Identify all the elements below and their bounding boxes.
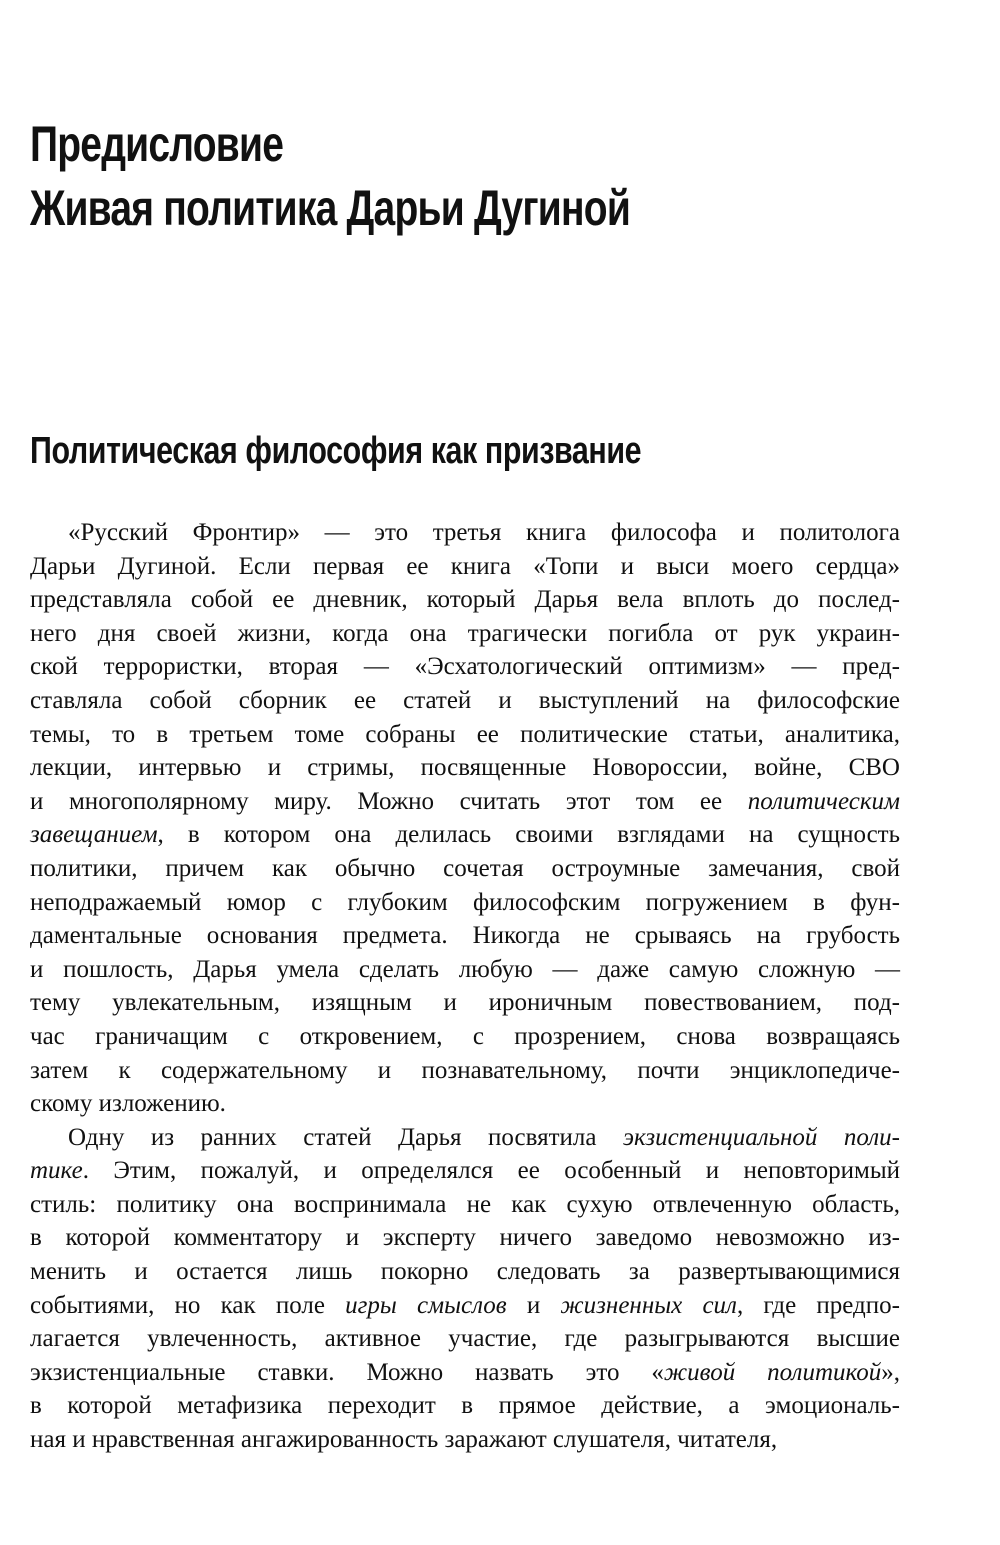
text-line bbox=[30, 1020, 900, 1054]
text-line bbox=[30, 785, 900, 819]
text-run: в которой метафизика переходит в прямое действие, а эмоциональ- bbox=[30, 1392, 900, 1420]
text-run: тему увлекательным, изящным и ироничным повествованием, под- bbox=[30, 989, 900, 1017]
text-line bbox=[30, 986, 900, 1020]
text-run: Одну из ранних статей Дарья посвятила bbox=[68, 1123, 623, 1151]
italic-text: экзистенциальной поли- bbox=[622, 1123, 901, 1151]
body-text bbox=[30, 516, 900, 1457]
text-line bbox=[30, 1289, 900, 1323]
paragraph bbox=[30, 516, 900, 1121]
italic-text: завещанием bbox=[30, 821, 158, 849]
text-line bbox=[30, 516, 900, 550]
text-run: ставляла собой сборник ее статей и выступлений на философские bbox=[30, 686, 900, 714]
text-line bbox=[30, 1423, 900, 1457]
text-line bbox=[30, 1221, 900, 1255]
text-run: и многополярному миру. Можно считать этот том ее bbox=[30, 787, 748, 815]
text-run: в которой комментатору и эксперту ничего заведомо невозможно из- bbox=[30, 1224, 900, 1252]
text-run: экзистенциальные ставки. Можно назвать это « bbox=[30, 1358, 664, 1386]
text-line bbox=[30, 886, 900, 920]
text-line bbox=[30, 684, 900, 718]
text-line bbox=[30, 718, 900, 752]
text-run: темы, то в третьем томе собраны ее политические статьи, аналитика, bbox=[30, 720, 900, 748]
italic-text: политическим bbox=[747, 787, 900, 815]
text-line bbox=[30, 852, 900, 886]
italic-text: живой политикой bbox=[663, 1358, 882, 1386]
text-run: ской террористки, вторая — «Эсхатологический оптимизм» — пред- bbox=[30, 653, 900, 681]
italic-text: тике bbox=[30, 1157, 83, 1185]
text-line bbox=[30, 650, 900, 684]
text-run: . Этим, пожалуй, и определялся ее особенный и неповторимый bbox=[82, 1157, 900, 1185]
text-line bbox=[30, 919, 900, 953]
text-line bbox=[30, 1389, 900, 1423]
text-run: , в котором она делилась своими взглядами на сущность bbox=[157, 821, 900, 849]
text-run: менить и остается лишь покорно следовать за развертывающимися bbox=[30, 1258, 900, 1286]
text-run: лекции, интервью и стримы, посвященные Новороссии, войне, СВО bbox=[30, 754, 900, 782]
text-run: », bbox=[881, 1358, 900, 1386]
text-run: политики, причем как обычно сочетая остроумные замечания, свой bbox=[30, 854, 900, 882]
text-line bbox=[30, 583, 900, 617]
text-line bbox=[30, 953, 900, 987]
text-line bbox=[30, 550, 900, 584]
section-title: Политическая философия как призвание bbox=[30, 430, 642, 472]
text-line bbox=[30, 1322, 900, 1356]
text-line bbox=[30, 1054, 900, 1088]
chapter-title-line-2: Живая политика Дарьи Дугиной bbox=[30, 180, 631, 236]
text-run: Дарьи Дугиной. Если первая ее книга «Топи и выси моего сердца» bbox=[30, 552, 900, 580]
text-line bbox=[30, 1188, 900, 1222]
text-run: и bbox=[506, 1291, 561, 1319]
text-line bbox=[30, 818, 900, 852]
text-run: стиль: политику она воспринимала не как сухую отвлеченную область, bbox=[30, 1190, 900, 1218]
text-line bbox=[30, 1154, 900, 1188]
text-run: событиями, но как поле bbox=[30, 1291, 346, 1319]
text-run: него дня своей жизни, когда она трагически погибла от рук украин- bbox=[30, 619, 900, 647]
chapter-title-line-1: Предисловие bbox=[30, 116, 284, 172]
text-run: и пошлость, Дарья умела сделать любую — даже самую сложную — bbox=[30, 955, 900, 983]
text-line bbox=[30, 1255, 900, 1289]
chapter-title bbox=[30, 112, 630, 240]
italic-text: жизненных сил bbox=[560, 1291, 737, 1319]
paragraph bbox=[30, 1121, 900, 1457]
text-run: даментальные основания предмета. Никогда не срываясь на грубость bbox=[30, 922, 900, 950]
text-run: представляла собой ее дневник, который Дарья вела вплоть до послед- bbox=[30, 586, 900, 614]
italic-text: игры смыслов bbox=[345, 1291, 507, 1319]
text-run: затем к содержательному и познавательному, почти энциклопедиче- bbox=[30, 1056, 900, 1084]
text-line bbox=[30, 1356, 900, 1390]
text-run: , где предпо- bbox=[736, 1291, 900, 1319]
text-line bbox=[30, 617, 900, 651]
text-run: час граничащим с откровением, с прозрением, снова возвращаясь bbox=[30, 1022, 900, 1050]
text-line bbox=[30, 1087, 900, 1121]
text-line bbox=[30, 751, 900, 785]
text-run: скому изложению. bbox=[30, 1090, 226, 1118]
text-line bbox=[30, 1121, 900, 1155]
text-run: неподражаемый юмор с глубоким философским погружением в фун- bbox=[30, 888, 900, 916]
text-run: «Русский Фронтир» — это третья книга философа и политолога bbox=[68, 519, 900, 546]
text-run: лагается увлеченность, активное участие, где разыгрываются высшие bbox=[30, 1325, 900, 1353]
text-run: ная и нравственная ангажированность заражают слушателя, читателя, bbox=[30, 1426, 778, 1454]
